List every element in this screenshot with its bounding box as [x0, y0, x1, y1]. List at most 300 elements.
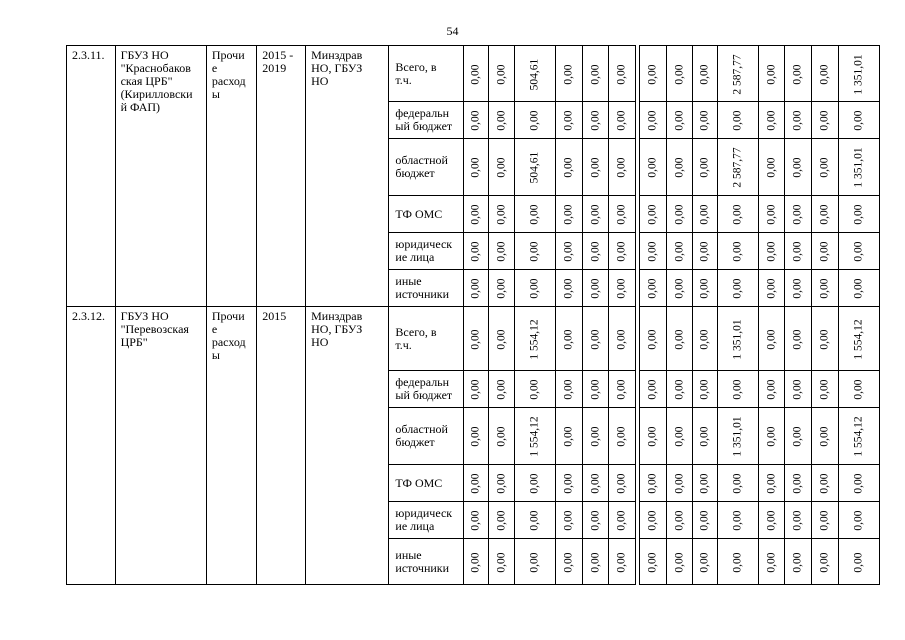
value-text: 0,00: [698, 157, 711, 178]
value-cell: [785, 233, 812, 270]
value-cell: [639, 307, 667, 371]
value-text: 0,00: [469, 63, 482, 85]
value-cell: [463, 270, 489, 307]
funding-source: юридическ ие лица: [389, 502, 463, 539]
value-text: 1 351,01: [731, 318, 744, 360]
value-text: 0,00: [818, 551, 831, 573]
value-cell: [758, 102, 785, 139]
value-text: 0,00: [469, 157, 482, 178]
period: 2015 - 2019: [257, 46, 306, 307]
value-text: 0,00: [791, 110, 804, 131]
value-cell: [758, 270, 785, 307]
value-text: 0,00: [495, 551, 508, 573]
value-text: 0,00: [698, 473, 711, 494]
value-text: 0,00: [673, 204, 686, 225]
value-text: 0,00: [731, 473, 744, 494]
value-text: 0,00: [852, 241, 865, 262]
value-text: 0,00: [791, 510, 804, 531]
value-text: 1 554,12: [528, 318, 541, 360]
value-cell: [667, 233, 693, 270]
value-cell: [582, 102, 609, 139]
value-text: 0,00: [495, 379, 508, 400]
expense-type: Прочи е расход ы: [206, 307, 256, 585]
value-text: 0,00: [528, 110, 541, 131]
value-text: 0,00: [731, 278, 744, 299]
value-cell: [463, 102, 489, 139]
institution-name: ГБУЗ НО "Перевозская ЦРБ": [115, 307, 206, 585]
value-text: 0,00: [615, 473, 628, 494]
value-cell: [785, 307, 812, 371]
value-text: 0,00: [765, 328, 778, 350]
value-cell: [515, 139, 556, 196]
value-text: 0,00: [673, 278, 686, 299]
value-cell: [812, 307, 839, 371]
value-cell: [463, 539, 489, 585]
value-cell: [515, 46, 556, 102]
value-cell: [556, 139, 583, 196]
value-text: 0,00: [731, 551, 744, 573]
value-cell: [667, 408, 693, 465]
value-text: 0,00: [673, 328, 686, 350]
value-text: 0,00: [562, 426, 575, 447]
value-cell: [639, 465, 667, 502]
value-text: 0,00: [791, 551, 804, 573]
value-cell: [556, 408, 583, 465]
value-cell: [717, 139, 758, 196]
value-cell: [812, 139, 839, 196]
value-text: 0,00: [818, 379, 831, 400]
value-text: 0,00: [791, 328, 804, 350]
value-text: 0,00: [615, 204, 628, 225]
value-text: 0,00: [765, 204, 778, 225]
value-cell: [556, 539, 583, 585]
value-text: 0,00: [589, 379, 602, 400]
funding-source: иные источники: [389, 270, 463, 307]
value-cell: [609, 371, 636, 408]
value-cell: [609, 102, 636, 139]
value-text: 0,00: [562, 63, 575, 85]
value-cell: [463, 196, 489, 233]
value-text: 0,00: [673, 473, 686, 494]
value-cell: [717, 196, 758, 233]
value-text: 0,00: [562, 241, 575, 262]
value-text: 0,00: [698, 241, 711, 262]
value-cell: [812, 46, 839, 102]
value-text: 0,00: [528, 473, 541, 494]
value-text: 0,00: [765, 510, 778, 531]
value-text: 0,00: [615, 426, 628, 447]
institution-name: ГБУЗ НО "Краснобаков ская ЦРБ" (Кирилловски й ФАП): [115, 46, 206, 307]
value-text: 0,00: [562, 278, 575, 299]
value-cell: [463, 408, 489, 465]
value-cell: [692, 502, 717, 539]
value-text: 0,00: [589, 157, 602, 178]
value-cell: [667, 102, 693, 139]
value-text: 0,00: [731, 379, 744, 400]
value-cell: [639, 102, 667, 139]
value-cell: [556, 307, 583, 371]
value-text: 0,00: [646, 157, 659, 178]
value-cell: [609, 270, 636, 307]
value-cell: [812, 502, 839, 539]
value-cell: [489, 196, 515, 233]
funding-source: Всего, в т.ч.: [389, 307, 463, 371]
value-text: 0,00: [791, 473, 804, 494]
value-text: 0,00: [528, 551, 541, 573]
value-text: 0,00: [528, 204, 541, 225]
value-text: 0,00: [646, 426, 659, 447]
funding-source: иные источники: [389, 539, 463, 585]
value-cell: [717, 539, 758, 585]
value-cell: [667, 139, 693, 196]
value-cell: [639, 539, 667, 585]
value-text: 0,00: [791, 63, 804, 85]
value-text: 0,00: [698, 204, 711, 225]
value-text: 0,00: [698, 278, 711, 299]
value-text: 0,00: [528, 241, 541, 262]
value-text: 0,00: [731, 110, 744, 131]
value-text: 0,00: [495, 110, 508, 131]
value-cell: [515, 408, 556, 465]
value-text: 0,00: [495, 510, 508, 531]
value-text: 0,00: [818, 157, 831, 178]
value-text: 0,00: [731, 241, 744, 262]
value-text: 0,00: [852, 110, 865, 131]
value-text: 0,00: [469, 379, 482, 400]
value-cell: [609, 233, 636, 270]
value-cell: [667, 46, 693, 102]
value-cell: [463, 502, 489, 539]
value-cell: [785, 539, 812, 585]
value-text: 0,00: [852, 379, 865, 400]
value-cell: [717, 502, 758, 539]
value-text: 0,00: [852, 204, 865, 225]
value-text: 504,61: [528, 58, 541, 90]
value-cell: [582, 465, 609, 502]
value-text: 0,00: [562, 379, 575, 400]
value-text: 0,00: [731, 204, 744, 225]
value-text: 0,00: [765, 241, 778, 262]
value-cell: [838, 307, 879, 371]
expense-type: Прочи е расход ы: [206, 46, 256, 307]
value-cell: [838, 408, 879, 465]
value-cell: [515, 233, 556, 270]
value-text: 2 587,77: [731, 53, 744, 95]
value-cell: [639, 408, 667, 465]
value-cell: [582, 233, 609, 270]
value-text: 0,00: [765, 473, 778, 494]
value-cell: [758, 465, 785, 502]
value-cell: [838, 270, 879, 307]
value-text: 0,00: [615, 510, 628, 531]
budget-table: [66, 45, 905, 585]
value-cell: [639, 270, 667, 307]
value-cell: [556, 233, 583, 270]
value-text: 0,00: [589, 278, 602, 299]
value-text: 0,00: [469, 110, 482, 131]
value-cell: [609, 139, 636, 196]
value-cell: [812, 371, 839, 408]
value-cell: [692, 270, 717, 307]
value-cell: [609, 465, 636, 502]
value-text: 0,00: [469, 241, 482, 262]
value-text: 1 554,12: [528, 416, 541, 457]
value-cell: [515, 270, 556, 307]
value-cell: [785, 139, 812, 196]
funding-source: федеральн ый бюджет: [389, 102, 463, 139]
value-text: 1 351,01: [731, 416, 744, 457]
value-text: 0,00: [765, 278, 778, 299]
executor: Минздрав НО, ГБУЗ НО: [306, 46, 389, 307]
value-text: 0,00: [615, 379, 628, 400]
value-cell: [717, 102, 758, 139]
value-cell: [582, 408, 609, 465]
value-text: 2 587,77: [731, 147, 744, 188]
value-text: 0,00: [615, 241, 628, 262]
value-text: 0,00: [495, 328, 508, 350]
value-text: 0,00: [698, 110, 711, 131]
value-cell: [667, 539, 693, 585]
value-cell: [838, 139, 879, 196]
value-cell: [812, 465, 839, 502]
value-text: 0,00: [528, 379, 541, 400]
value-cell: [692, 102, 717, 139]
funding-source: юридическ ие лица: [389, 233, 463, 270]
value-cell: [717, 233, 758, 270]
value-cell: [692, 465, 717, 502]
value-text: 0,00: [495, 426, 508, 447]
value-cell: [667, 307, 693, 371]
value-cell: [515, 465, 556, 502]
value-text: 0,00: [615, 551, 628, 573]
value-text: 0,00: [469, 510, 482, 531]
value-text: 0,00: [562, 551, 575, 573]
value-cell: [489, 46, 515, 102]
value-cell: [556, 371, 583, 408]
value-text: 0,00: [791, 426, 804, 447]
value-text: 0,00: [818, 63, 831, 85]
value-cell: [838, 465, 879, 502]
value-cell: [838, 233, 879, 270]
value-cell: [463, 233, 489, 270]
value-cell: [609, 408, 636, 465]
value-cell: [556, 46, 583, 102]
value-text: 0,00: [646, 510, 659, 531]
value-cell: [717, 408, 758, 465]
value-text: 0,00: [852, 551, 865, 573]
value-cell: [582, 139, 609, 196]
value-text: 0,00: [673, 110, 686, 131]
page-number: 54: [446, 24, 459, 38]
value-cell: [556, 465, 583, 502]
value-text: 0,00: [818, 426, 831, 447]
value-cell: [692, 139, 717, 196]
value-cell: [489, 270, 515, 307]
value-text: 0,00: [698, 426, 711, 447]
value-cell: [489, 371, 515, 408]
value-cell: [758, 502, 785, 539]
value-text: 0,00: [495, 204, 508, 225]
funding-source: федеральн ый бюджет: [389, 371, 463, 408]
value-cell: [785, 102, 812, 139]
value-cell: [692, 539, 717, 585]
value-text: 0,00: [673, 241, 686, 262]
value-text: 0,00: [818, 204, 831, 225]
value-cell: [838, 46, 879, 102]
funding-source: областной бюджет: [389, 408, 463, 465]
value-cell: [692, 46, 717, 102]
value-cell: [785, 270, 812, 307]
value-cell: [838, 371, 879, 408]
value-cell: [489, 465, 515, 502]
value-cell: [609, 539, 636, 585]
value-text: 0,00: [589, 426, 602, 447]
value-cell: [812, 539, 839, 585]
value-text: 0,00: [698, 379, 711, 400]
value-text: 0,00: [673, 426, 686, 447]
value-text: 0,00: [562, 473, 575, 494]
value-cell: [515, 502, 556, 539]
value-text: 0,00: [589, 241, 602, 262]
value-text: 1 351,01: [852, 147, 865, 188]
funding-source: ТФ ОМС: [389, 196, 463, 233]
value-cell: [667, 270, 693, 307]
value-text: 0,00: [646, 63, 659, 85]
value-text: 0,00: [495, 278, 508, 299]
value-text: 0,00: [615, 278, 628, 299]
value-cell: [639, 233, 667, 270]
value-text: 0,00: [818, 278, 831, 299]
value-cell: [489, 233, 515, 270]
value-text: 0,00: [646, 551, 659, 573]
executor: Минздрав НО, ГБУЗ НО: [306, 307, 389, 585]
value-text: 0,00: [646, 110, 659, 131]
value-text: 0,00: [646, 328, 659, 350]
value-text: 0,00: [495, 63, 508, 85]
value-cell: [667, 371, 693, 408]
row-code: 2.3.12.: [67, 307, 116, 585]
value-cell: [667, 465, 693, 502]
value-cell: [489, 408, 515, 465]
value-text: 0,00: [791, 241, 804, 262]
value-text: 0,00: [646, 241, 659, 262]
value-cell: [515, 307, 556, 371]
value-cell: [582, 307, 609, 371]
value-text: 0,00: [469, 426, 482, 447]
value-text: 0,00: [791, 204, 804, 225]
value-cell: [639, 46, 667, 102]
value-text: 0,00: [562, 157, 575, 178]
value-cell: [812, 233, 839, 270]
value-cell: [785, 465, 812, 502]
value-cell: [582, 371, 609, 408]
value-cell: [812, 196, 839, 233]
value-text: 0,00: [469, 278, 482, 299]
value-text: 0,00: [818, 241, 831, 262]
value-cell: [838, 196, 879, 233]
value-text: 0,00: [818, 510, 831, 531]
value-cell: [582, 502, 609, 539]
value-cell: [515, 371, 556, 408]
value-text: 0,00: [698, 510, 711, 531]
value-text: 0,00: [528, 510, 541, 531]
row-code: 2.3.11.: [67, 46, 116, 307]
value-cell: [838, 539, 879, 585]
value-text: 0,00: [469, 328, 482, 350]
value-text: 0,00: [818, 473, 831, 494]
value-text: 0,00: [589, 204, 602, 225]
value-cell: [758, 408, 785, 465]
value-cell: [639, 502, 667, 539]
value-cell: [758, 307, 785, 371]
value-text: 0,00: [673, 551, 686, 573]
value-cell: [758, 139, 785, 196]
value-cell: [758, 539, 785, 585]
value-cell: [463, 307, 489, 371]
value-text: 0,00: [765, 379, 778, 400]
value-cell: [609, 46, 636, 102]
value-cell: [667, 502, 693, 539]
value-cell: [785, 408, 812, 465]
value-text: 0,00: [615, 157, 628, 178]
value-cell: [489, 502, 515, 539]
value-cell: [609, 196, 636, 233]
value-cell: [692, 196, 717, 233]
value-cell: [758, 46, 785, 102]
value-cell: [463, 371, 489, 408]
value-cell: [463, 139, 489, 196]
funding-source: Всего, в т.ч.: [389, 46, 463, 102]
value-text: 0,00: [646, 204, 659, 225]
value-cell: [812, 270, 839, 307]
value-text: 0,00: [469, 473, 482, 494]
value-cell: [717, 307, 758, 371]
table-row: [67, 46, 905, 102]
value-cell: [489, 307, 515, 371]
value-text: 1 554,12: [852, 416, 865, 457]
value-text: 0,00: [791, 278, 804, 299]
value-cell: [463, 465, 489, 502]
value-text: 0,00: [562, 110, 575, 131]
value-text: 0,00: [562, 204, 575, 225]
value-text: 0,00: [673, 63, 686, 85]
value-cell: [717, 270, 758, 307]
value-cell: [838, 102, 879, 139]
table-row: [67, 307, 905, 371]
value-cell: [692, 408, 717, 465]
value-text: 0,00: [646, 278, 659, 299]
value-cell: [489, 139, 515, 196]
value-text: 0,00: [731, 510, 744, 531]
value-cell: [838, 502, 879, 539]
value-text: 0,00: [852, 278, 865, 299]
value-text: 0,00: [495, 157, 508, 178]
value-cell: [717, 46, 758, 102]
value-cell: [609, 307, 636, 371]
value-text: 0,00: [589, 63, 602, 85]
value-cell: [717, 371, 758, 408]
value-cell: [758, 371, 785, 408]
value-cell: [639, 196, 667, 233]
value-cell: [556, 502, 583, 539]
value-cell: [582, 46, 609, 102]
value-text: 0,00: [562, 510, 575, 531]
value-text: 0,00: [589, 110, 602, 131]
value-cell: [692, 307, 717, 371]
value-text: 0,00: [852, 510, 865, 531]
value-cell: [785, 371, 812, 408]
value-text: 0,00: [589, 328, 602, 350]
